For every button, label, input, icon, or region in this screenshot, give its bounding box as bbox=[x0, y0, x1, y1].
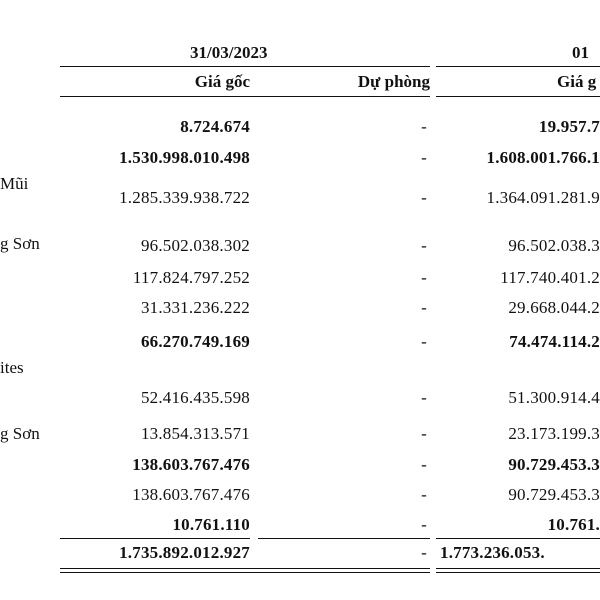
row-prior-value: 96.502.038.3 bbox=[508, 236, 600, 255]
row-cost-value: 8.724.674 bbox=[180, 117, 250, 136]
row-cost-value: 1.530.998.010.498 bbox=[119, 148, 250, 167]
row-provision-value: - bbox=[421, 117, 427, 136]
row-cost-value: 1.285.339.938.722 bbox=[119, 188, 250, 207]
row-prior-value: 51.300.914.4 bbox=[508, 388, 600, 407]
row-cost-value: 138.603.767.476 bbox=[132, 455, 250, 474]
row-provision-value: - bbox=[421, 332, 427, 351]
row-prior-value: 1.364.091.281.9 bbox=[486, 188, 600, 207]
row-provision-value: - bbox=[421, 485, 427, 504]
row-label: Mũi bbox=[0, 174, 29, 193]
subheader-rule-prior bbox=[436, 96, 600, 97]
total-top-rule-prior bbox=[436, 538, 600, 539]
row-cost-value: 138.603.767.476 bbox=[132, 485, 250, 504]
row-provision-value: - bbox=[421, 515, 427, 534]
period-prior-header: 01 bbox=[572, 43, 589, 62]
row-cost-value: 13.854.313.571 bbox=[140, 424, 250, 443]
row-label: g Sơn bbox=[0, 234, 40, 253]
total-double-rule-1 bbox=[60, 568, 430, 569]
total-top-rule-cost bbox=[60, 538, 250, 539]
row-cost-value: 10.761.110 bbox=[172, 515, 250, 534]
row-prior-value: 74.474.114.2 bbox=[509, 332, 600, 351]
row-provision-value: - bbox=[421, 455, 427, 474]
row-cost-value: 31.331.236.222 bbox=[140, 298, 250, 317]
total-double-rule-prior-1 bbox=[436, 568, 600, 569]
col-cost-prior-header: Giá g bbox=[557, 72, 597, 91]
row-provision-value: - bbox=[421, 424, 427, 443]
row-prior-value: 23.173.199.3 bbox=[508, 424, 600, 443]
col-cost-header: Giá gốc bbox=[194, 72, 250, 91]
row-label: ites bbox=[0, 358, 24, 377]
row-prior-value: 29.668.044.2 bbox=[508, 298, 600, 317]
total-double-rule-2 bbox=[60, 572, 430, 573]
row-cost-value: 52.416.435.598 bbox=[140, 388, 250, 407]
subheader-rule-current bbox=[60, 96, 430, 97]
row-provision-value: - bbox=[421, 236, 427, 255]
col-provision-header: Dự phòng bbox=[357, 72, 430, 91]
row-prior-value: 90.729.453.3 bbox=[508, 485, 600, 504]
row-prior-value: 19.957.7 bbox=[538, 117, 600, 136]
total-prior: 1.773.236.053. bbox=[440, 543, 545, 562]
row-provision-value: - bbox=[421, 388, 427, 407]
row-provision-value: - bbox=[421, 188, 427, 207]
row-cost-value: 117.824.797.252 bbox=[132, 268, 250, 287]
row-provision-value: - bbox=[421, 298, 427, 317]
row-provision-value: - bbox=[421, 148, 427, 167]
row-provision-value: - bbox=[421, 268, 427, 287]
header-rule-current bbox=[60, 66, 430, 67]
header-rule-prior bbox=[436, 66, 600, 67]
period-current-header: 31/03/2023 bbox=[190, 43, 268, 62]
row-cost-value: 66.270.749.169 bbox=[140, 332, 250, 351]
row-cost-value: 96.502.038.302 bbox=[140, 236, 250, 255]
row-prior-value: 90.729.453.3 bbox=[508, 455, 600, 474]
total-provision: - bbox=[421, 543, 427, 562]
total-top-rule-provision bbox=[258, 538, 430, 539]
row-prior-value: 1.608.001.766.1 bbox=[486, 148, 600, 167]
row-label: g Sơn bbox=[0, 424, 40, 443]
row-prior-value: 10.761. bbox=[547, 515, 600, 534]
total-cost: 1.735.892.012.927 bbox=[119, 543, 250, 562]
row-prior-value: 117.740.401.2 bbox=[500, 268, 600, 287]
total-double-rule-prior-2 bbox=[436, 572, 600, 573]
